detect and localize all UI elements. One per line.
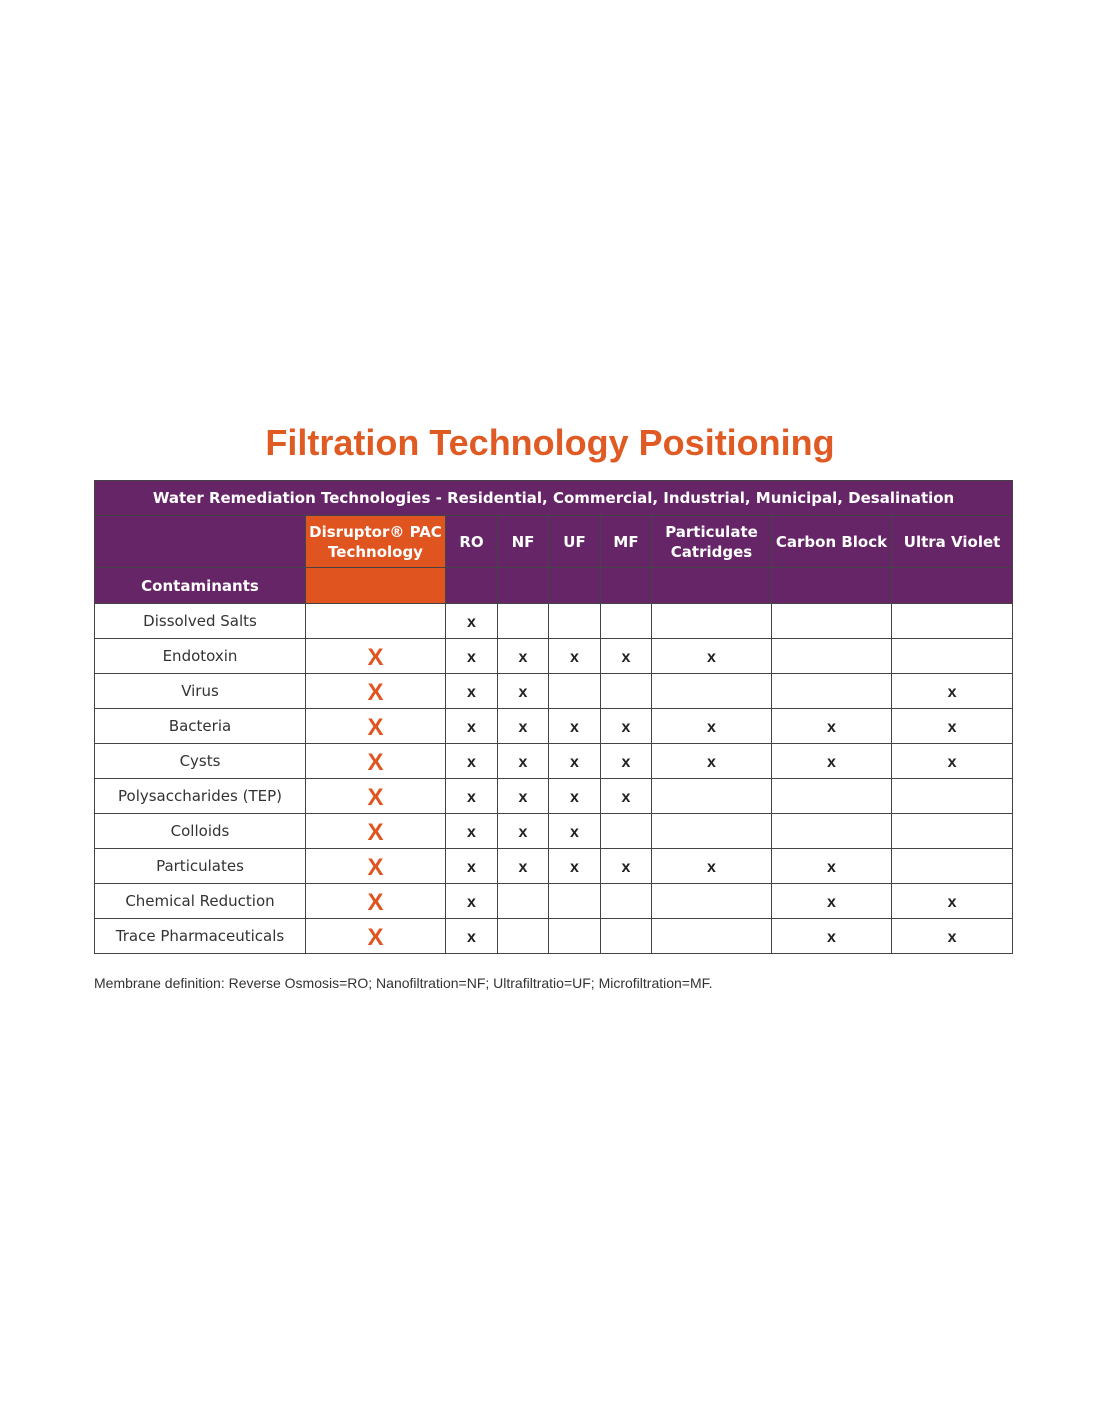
contaminant-name: Dissolved Salts bbox=[95, 604, 306, 639]
technology-cell bbox=[892, 814, 1013, 849]
check-mark: x bbox=[570, 649, 579, 666]
header-spacer-cell bbox=[549, 568, 601, 604]
table-row bbox=[95, 709, 1013, 744]
column-header-line: MF bbox=[613, 532, 639, 551]
technology-cell bbox=[892, 674, 1013, 709]
contaminants-header-cell: Contaminants bbox=[95, 568, 306, 604]
check-mark: x bbox=[947, 754, 957, 771]
technology-cell bbox=[498, 849, 549, 884]
technology-cell bbox=[601, 674, 652, 709]
check-mark: x bbox=[621, 789, 631, 806]
contaminant-name: Bacteria bbox=[95, 709, 306, 744]
technology-cell bbox=[498, 674, 549, 709]
column-header-line: UF bbox=[563, 532, 586, 551]
technology-cell bbox=[652, 849, 772, 884]
technology-cell bbox=[652, 604, 772, 639]
check-mark: x bbox=[467, 789, 476, 806]
check-mark: x bbox=[621, 754, 631, 771]
check-mark: x bbox=[467, 894, 476, 911]
banner-cell: Water Remediation Technologies - Residential, Commercial, Industrial, Municipal, Desalination bbox=[95, 481, 1013, 516]
pac-cell bbox=[306, 744, 446, 779]
technology-cell bbox=[549, 884, 601, 919]
column-header-6 bbox=[772, 516, 892, 568]
filtration-comparison-table bbox=[94, 480, 1013, 954]
technology-cell bbox=[652, 814, 772, 849]
check-mark: x bbox=[518, 789, 528, 806]
technology-cell bbox=[498, 639, 549, 674]
technology-cell bbox=[498, 884, 549, 919]
column-header-4 bbox=[601, 516, 652, 568]
check-mark: x bbox=[621, 719, 631, 736]
technology-cell bbox=[498, 709, 549, 744]
technology-cell bbox=[549, 849, 601, 884]
pac-check-mark: X bbox=[367, 854, 384, 881]
technology-cell bbox=[772, 709, 892, 744]
check-mark: x bbox=[467, 649, 476, 666]
check-mark: x bbox=[827, 929, 836, 946]
column-header-line: RO bbox=[459, 532, 484, 551]
table-row bbox=[95, 604, 1013, 639]
check-mark: x bbox=[570, 754, 579, 771]
technology-cell bbox=[446, 884, 498, 919]
pac-cell bbox=[306, 919, 446, 954]
check-mark: x bbox=[621, 859, 631, 876]
technology-cell bbox=[652, 779, 772, 814]
check-mark: x bbox=[827, 719, 836, 736]
check-mark: x bbox=[621, 649, 631, 666]
check-mark: x bbox=[518, 824, 528, 841]
technology-cell bbox=[892, 779, 1013, 814]
contaminant-name: Endotoxin bbox=[95, 639, 306, 674]
technology-cell bbox=[892, 884, 1013, 919]
technology-cell bbox=[601, 884, 652, 919]
technology-cell bbox=[601, 919, 652, 954]
technology-cell bbox=[446, 849, 498, 884]
column-header-line: Technology bbox=[328, 542, 423, 561]
technology-cell bbox=[652, 639, 772, 674]
contaminant-name: Particulates bbox=[95, 849, 306, 884]
technology-cell bbox=[446, 604, 498, 639]
technology-cell bbox=[652, 744, 772, 779]
technology-cell bbox=[549, 814, 601, 849]
check-mark: x bbox=[570, 859, 579, 876]
pac-header-spacer bbox=[306, 568, 446, 604]
column-header-line: Particulate bbox=[665, 522, 758, 541]
technology-cell bbox=[549, 779, 601, 814]
pac-check-mark: X bbox=[367, 714, 384, 741]
pac-cell bbox=[306, 814, 446, 849]
column-header-7 bbox=[892, 516, 1013, 568]
column-header-3 bbox=[549, 516, 601, 568]
table-row bbox=[95, 849, 1013, 884]
contaminant-name: Polysaccharides (TEP) bbox=[95, 779, 306, 814]
technology-cell bbox=[549, 604, 601, 639]
check-mark: x bbox=[467, 719, 476, 736]
pac-check-mark: X bbox=[367, 924, 384, 951]
technology-cell bbox=[549, 639, 601, 674]
table-row bbox=[95, 674, 1013, 709]
check-mark: x bbox=[707, 649, 716, 666]
technology-cell bbox=[652, 884, 772, 919]
pac-cell bbox=[306, 674, 446, 709]
technology-cell bbox=[772, 884, 892, 919]
check-mark: x bbox=[570, 824, 579, 841]
check-mark: x bbox=[570, 789, 579, 806]
check-mark: x bbox=[707, 719, 716, 736]
pac-check-mark: X bbox=[367, 749, 384, 776]
table-row bbox=[95, 744, 1013, 779]
check-mark: x bbox=[467, 754, 476, 771]
check-mark: x bbox=[467, 614, 476, 631]
check-mark: x bbox=[467, 929, 476, 946]
technology-cell bbox=[601, 849, 652, 884]
pac-check-mark: X bbox=[367, 644, 384, 671]
banner-row bbox=[95, 481, 1013, 516]
column-header-line: Carbon Block bbox=[775, 532, 888, 551]
header-spacer-cell bbox=[652, 568, 772, 604]
table-row bbox=[95, 814, 1013, 849]
technology-cell bbox=[772, 744, 892, 779]
pac-check-mark: X bbox=[367, 819, 384, 846]
pac-check-mark: X bbox=[367, 679, 384, 706]
contaminant-name: Chemical Reduction bbox=[95, 884, 306, 919]
technology-cell bbox=[652, 919, 772, 954]
page-title: Filtration Technology Positioning bbox=[265, 422, 835, 463]
table-row bbox=[95, 884, 1013, 919]
technology-cell bbox=[772, 814, 892, 849]
technology-cell bbox=[446, 744, 498, 779]
pac-check-mark: X bbox=[367, 784, 384, 811]
check-mark: x bbox=[707, 859, 716, 876]
check-mark: x bbox=[518, 859, 528, 876]
check-mark: x bbox=[707, 754, 716, 771]
check-mark: x bbox=[827, 894, 836, 911]
technology-cell bbox=[772, 919, 892, 954]
technology-cell bbox=[601, 709, 652, 744]
check-mark: x bbox=[570, 719, 579, 736]
column-header-line: Catridges bbox=[670, 542, 753, 561]
technology-cell bbox=[772, 779, 892, 814]
technology-cell bbox=[601, 814, 652, 849]
table-row bbox=[95, 779, 1013, 814]
pac-cell bbox=[306, 779, 446, 814]
header-spacer-cell bbox=[772, 568, 892, 604]
technology-cell bbox=[601, 639, 652, 674]
technology-cell bbox=[772, 604, 892, 639]
header-spacer-cell bbox=[601, 568, 652, 604]
check-mark: x bbox=[947, 719, 957, 736]
technology-cell bbox=[892, 709, 1013, 744]
check-mark: x bbox=[518, 754, 528, 771]
technology-cell bbox=[601, 604, 652, 639]
technology-cell bbox=[601, 744, 652, 779]
technology-cell bbox=[652, 674, 772, 709]
technology-cell bbox=[892, 639, 1013, 674]
check-mark: x bbox=[827, 859, 836, 876]
technology-cell bbox=[601, 779, 652, 814]
check-mark: x bbox=[518, 684, 528, 701]
check-mark: x bbox=[467, 859, 476, 876]
table-row bbox=[95, 639, 1013, 674]
contaminant-name: Colloids bbox=[95, 814, 306, 849]
contaminant-name: Virus bbox=[95, 674, 306, 709]
header-spacer-cell bbox=[446, 568, 498, 604]
blank-header-cell bbox=[95, 516, 306, 568]
check-mark: x bbox=[518, 719, 528, 736]
check-mark: x bbox=[518, 649, 528, 666]
technology-cell bbox=[772, 674, 892, 709]
technology-cell bbox=[892, 604, 1013, 639]
pac-check-mark: X bbox=[367, 889, 384, 916]
membrane-definition-footnote: Membrane definition: Reverse Osmosis=RO; Nanofiltration=NF; Ultrafiltratio=UF; Microfiltration=MF. bbox=[94, 975, 713, 991]
column-header-2 bbox=[498, 516, 549, 568]
contaminant-name: Trace Pharmaceuticals bbox=[95, 919, 306, 954]
technology-cell bbox=[446, 919, 498, 954]
technology-cell bbox=[498, 744, 549, 779]
column-header-row bbox=[95, 516, 1013, 568]
header-spacer-cell bbox=[498, 568, 549, 604]
technology-cell bbox=[446, 779, 498, 814]
column-header-disruptor-pac bbox=[306, 516, 446, 568]
header-spacer-cell bbox=[892, 568, 1013, 604]
technology-cell bbox=[549, 674, 601, 709]
column-header-1 bbox=[446, 516, 498, 568]
check-mark: x bbox=[947, 684, 957, 701]
column-header-line: Disruptor® PAC bbox=[309, 522, 442, 541]
technology-cell bbox=[498, 604, 549, 639]
technology-cell bbox=[892, 919, 1013, 954]
technology-cell bbox=[549, 744, 601, 779]
column-header-5 bbox=[652, 516, 772, 568]
technology-cell bbox=[549, 919, 601, 954]
check-mark: x bbox=[467, 684, 476, 701]
technology-cell bbox=[446, 674, 498, 709]
technology-cell bbox=[772, 849, 892, 884]
technology-cell bbox=[446, 709, 498, 744]
column-header-line: Ultra Violet bbox=[903, 532, 1001, 551]
technology-cell bbox=[549, 709, 601, 744]
pac-cell bbox=[306, 709, 446, 744]
check-mark: x bbox=[827, 754, 836, 771]
technology-cell bbox=[652, 709, 772, 744]
technology-cell bbox=[892, 744, 1013, 779]
technology-cell bbox=[446, 639, 498, 674]
table-row bbox=[95, 919, 1013, 954]
check-mark: x bbox=[947, 929, 957, 946]
technology-cell bbox=[498, 814, 549, 849]
column-header-line: NF bbox=[511, 532, 535, 551]
contaminants-header-row bbox=[95, 568, 1013, 604]
check-mark: x bbox=[947, 894, 957, 911]
pac-cell bbox=[306, 849, 446, 884]
technology-cell bbox=[892, 849, 1013, 884]
technology-cell bbox=[446, 814, 498, 849]
check-mark: x bbox=[467, 824, 476, 841]
technology-cell bbox=[772, 639, 892, 674]
contaminant-name: Cysts bbox=[95, 744, 306, 779]
technology-cell bbox=[498, 779, 549, 814]
pac-cell bbox=[306, 884, 446, 919]
pac-cell bbox=[306, 639, 446, 674]
technology-cell bbox=[498, 919, 549, 954]
pac-cell bbox=[306, 604, 446, 639]
